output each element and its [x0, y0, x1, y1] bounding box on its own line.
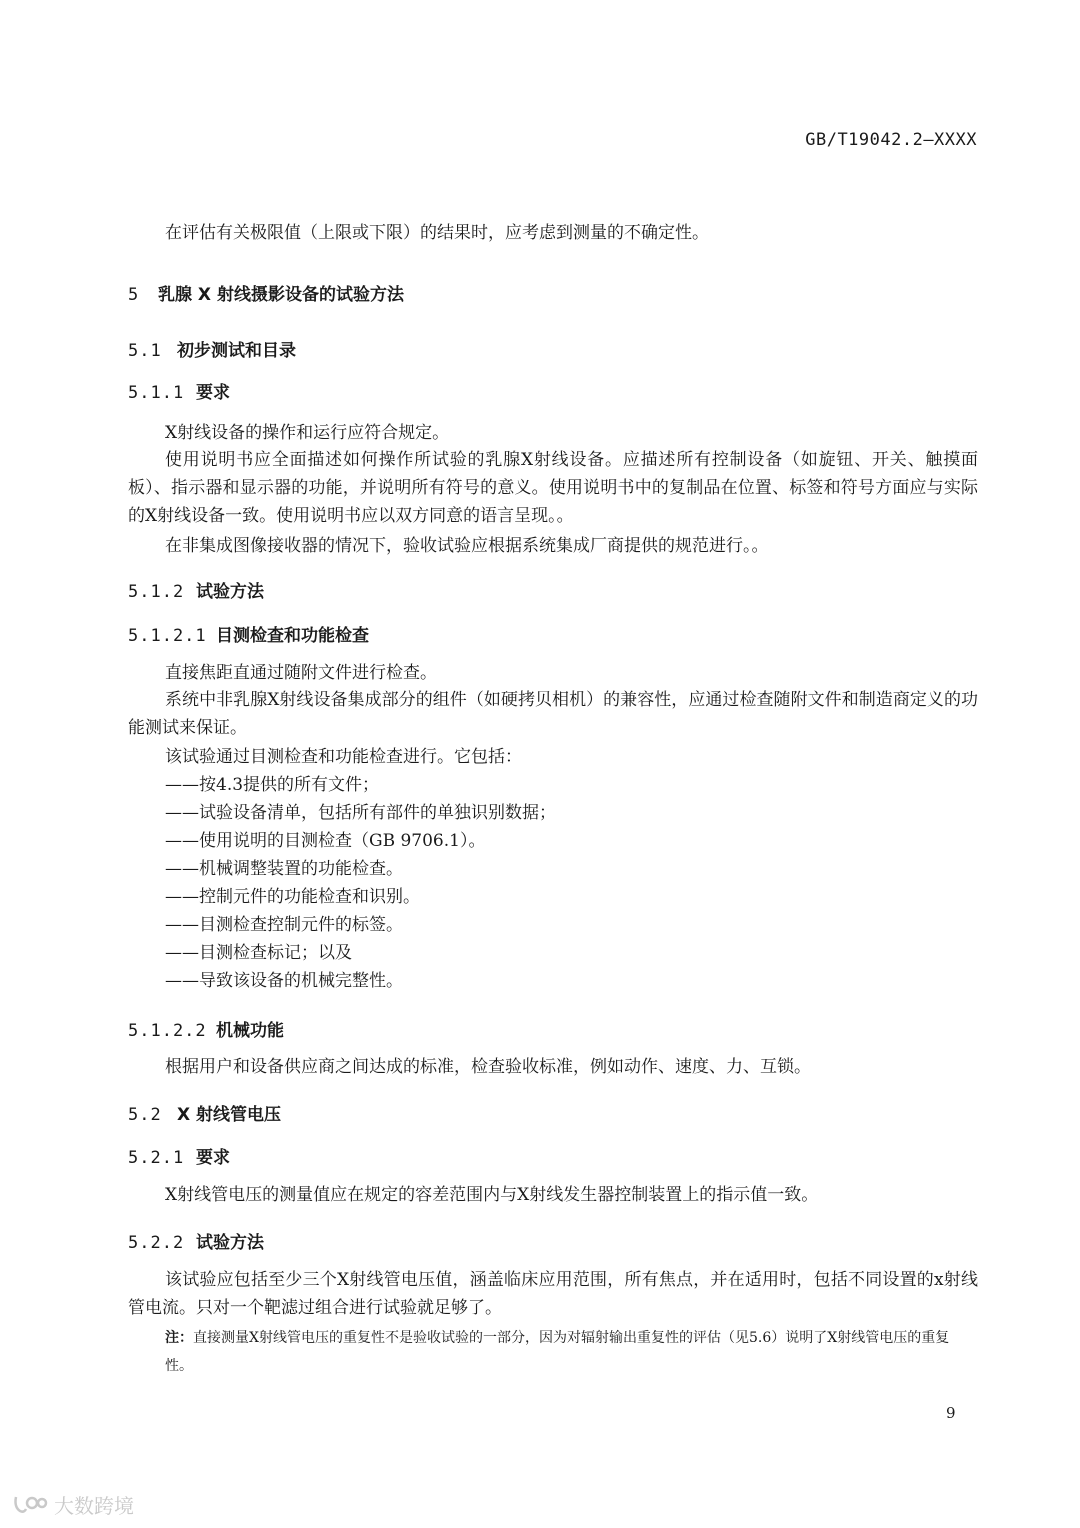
heading-5-1-1: [128, 378, 230, 403]
heading-title: 机械功能: [216, 1021, 284, 1041]
heading-number: 5: [128, 285, 140, 305]
list-item: ——导致该设备的机械完整性。: [165, 971, 403, 991]
list-item: ——试验设备清单，包括所有部件的单独识别数据；: [165, 803, 556, 823]
heading-5-1-2-1: [128, 621, 369, 646]
heading-title: 目测检查和功能检查: [216, 626, 369, 646]
list-item: ——机械调整装置的功能检查。: [165, 859, 403, 879]
paragraph: 直接焦距直通过随附文件进行检查。: [165, 663, 437, 683]
heading-title: 试验方法: [196, 1233, 264, 1253]
paragraph: 该试验应包括至少三个X射线管电压值，涵盖临床应用范围，所有焦点，并在适用时，包括不同设置的x射线管电流。只对一个靶滤过组合进行试验就足够了。: [128, 1270, 978, 1318]
watermark: [12, 1490, 134, 1519]
heading-title: X 射线管电压: [177, 1105, 282, 1125]
heading-title: 乳腺 X 射线摄影设备的试验方法: [158, 285, 404, 305]
paragraph: 该试验通过目测检查和功能检查进行。它包括：: [165, 747, 522, 767]
heading-5-1: [128, 336, 296, 361]
heading-number: 5.2.2: [128, 1233, 185, 1253]
heading-title: 要求: [196, 1148, 230, 1168]
list-item: ——使用说明的目测检查（GB 9706.1）。: [165, 831, 486, 851]
paragraph: 在非集成图像接收器的情况下，验收试验应根据系统集成厂商提供的规范进行。。: [165, 536, 769, 556]
heading-title: 要求: [196, 383, 230, 403]
heading-5: [128, 280, 404, 305]
watermark-text: 大数跨境: [54, 1494, 134, 1518]
list-item: ——目测检查控制元件的标签。: [165, 915, 403, 935]
note-label: 注：: [165, 1330, 193, 1346]
heading-number: 5.2: [128, 1105, 162, 1125]
heading-number: 5.1.2.1: [128, 626, 207, 646]
list-item: ——控制元件的功能检查和识别。: [165, 887, 420, 907]
list-item: ——目测检查标记；以及: [165, 943, 352, 963]
heading-title: 初步测试和目录: [177, 341, 296, 361]
heading-number: 5.1.2.2: [128, 1021, 207, 1041]
paragraph: 使用说明书应全面描述如何操作所试验的乳腺X射线设备。应描述所有控制设备（如旋钮、开关、触摸面板）、指示器和显示器的功能，并说明所有符号的意义。使用说明书中的复制品在位置、标签和符号方面应与实际的X射线设备一致。使用说明书应以双方同意的语言呈现。。: [128, 450, 978, 526]
heading-title: 试验方法: [196, 582, 264, 602]
heading-number: 5.1.2: [128, 582, 185, 602]
paragraph: X射线设备的操作和运行应符合规定。: [165, 423, 450, 443]
heading-number: 5.1.1: [128, 383, 185, 403]
paragraph: X射线管电压的测量值应在规定的容差范围内与X射线发生器控制装置上的指示值一致。: [165, 1185, 819, 1205]
document-code: GB/T19042.2—XXXX: [805, 130, 977, 150]
page-number: 9: [946, 1404, 956, 1422]
list-item: ——按4.3提供的所有文件；: [165, 775, 380, 795]
heading-5-2: [128, 1100, 281, 1125]
heading-number: 5.1: [128, 341, 162, 361]
watermark-logo-icon: [12, 1493, 48, 1517]
heading-5-2-2: [128, 1228, 264, 1253]
heading-5-1-2-2: [128, 1016, 284, 1041]
heading-5-1-2: [128, 577, 264, 602]
intro-paragraph: 在评估有关极限值（上限或下限）的结果时，应考虑到测量的不确定性。: [165, 223, 709, 243]
note: [165, 1324, 977, 1380]
heading-number: 5.2.1: [128, 1148, 185, 1168]
note-text: 直接测量X射线管电压的重复性不是验收试验的一部分，因为对辐射输出重复性的评估（见5.6）说明了X射线管电压的重复性。: [165, 1330, 950, 1374]
heading-5-2-1: [128, 1143, 230, 1168]
paragraph: 系统中非乳腺X射线设备集成部分的组件（如硬拷贝相机）的兼容性，应通过检查随附文件和制造商定义的功能测试来保证。: [128, 690, 978, 738]
paragraph: 根据用户和设备供应商之间达成的标准，检查验收标准，例如动作、速度、力、互锁。: [165, 1057, 811, 1077]
